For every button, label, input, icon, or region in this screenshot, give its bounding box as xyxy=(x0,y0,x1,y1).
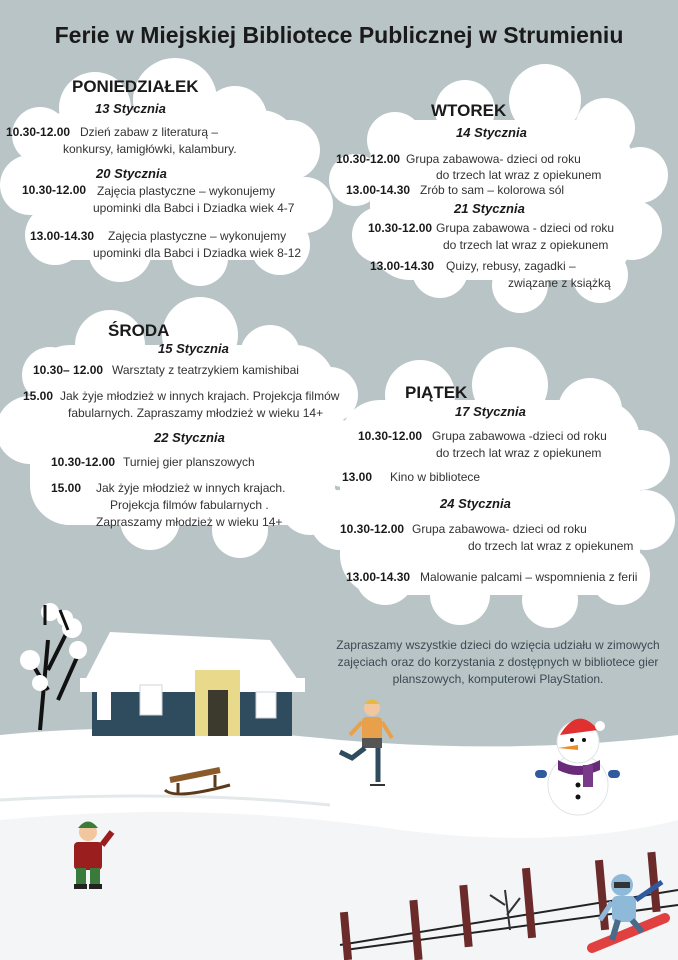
event-desc: Zapraszamy młodzież w wieku 14+ xyxy=(96,515,283,529)
event-time: 13.00-14.30 xyxy=(30,229,95,243)
event-time: 10.30-12.00 xyxy=(336,152,401,166)
invitation-line: planszowych, komputerowi PlayStation. xyxy=(392,672,604,686)
day-name: ŚRODA xyxy=(108,321,170,340)
event-time: 13.00 xyxy=(342,470,373,484)
event-desc: Malowanie palcami – wspomnienia z ferii xyxy=(420,570,638,584)
event-time: 10.30-12.00 xyxy=(368,221,433,235)
event-desc: upominki dla Babci i Dziadka wiek 4-7 xyxy=(93,201,295,215)
invitation-line: zajęciach oraz do korzystania z dostępnych w bibliotece gier xyxy=(337,655,659,669)
event-desc: do trzech lat wraz z opiekunem xyxy=(468,539,634,553)
date-label: 14 Stycznia xyxy=(456,125,527,140)
event-desc: Warsztaty z teatrzykiem kamishibai xyxy=(112,363,299,377)
event-time: 13.00-14.30 xyxy=(346,183,411,197)
event-item xyxy=(6,124,70,141)
date-label: 20 Stycznia xyxy=(96,166,167,181)
event-desc: fabularnych. Zapraszamy młodzież w wieku 14+ xyxy=(68,406,324,420)
event-time: 10.30-12.00 xyxy=(340,522,405,536)
event-desc: konkursy, łamigłówki, kalambury. xyxy=(63,142,237,156)
day-name: WTOREK xyxy=(431,101,507,120)
event-desc: Projekcja filmów fabularnych . xyxy=(110,498,269,512)
event-desc: Grupa zabawowa- dzieci od roku xyxy=(412,522,587,536)
event-desc: Jak żyje młodzież w innych krajach. Projekcja filmów xyxy=(60,389,340,403)
event-desc: Zajęcia plastyczne – wykonujemy xyxy=(97,184,276,198)
event-desc: Grupa zabawowa- dzieci od roku xyxy=(406,152,581,166)
event-time: 15.00 xyxy=(23,389,54,403)
event-time: 10.30– 12.00 xyxy=(33,363,104,377)
event-desc: Quizy, rebusy, zagadki – xyxy=(446,259,576,273)
event-time: 13.00-14.30 xyxy=(370,259,435,273)
date-label: 24 Stycznia xyxy=(440,496,511,511)
event-desc: Turniej gier planszowych xyxy=(123,455,255,469)
date-label: 17 Stycznia xyxy=(455,404,526,419)
event-desc: Zrób to sam – kolorowa sól xyxy=(420,183,565,197)
event-desc: Jak żyje młodzież w innych krajach. xyxy=(96,481,286,495)
event-desc: Grupa zabawowa - dzieci od roku xyxy=(436,221,615,235)
event-desc: do trzech lat wraz z opiekunem xyxy=(443,238,609,252)
event-desc: upominki dla Babci i Dziadka wiek 8-12 xyxy=(93,246,302,260)
date-label: 15 Stycznia xyxy=(158,341,229,356)
invitation-line: Zapraszamy wszystkie dzieci do wzięcia udziału w zimowych xyxy=(336,638,660,652)
event-time: 13.00-14.30 xyxy=(346,570,411,584)
event-desc: Kino w bibliotece xyxy=(390,470,481,484)
snowy-tree-icon xyxy=(20,603,87,730)
invitation-text xyxy=(330,637,666,688)
day-name: PIĄTEK xyxy=(405,383,468,402)
date-label: 21 Stycznia xyxy=(454,201,525,216)
event-time: 10.30-12.00 xyxy=(6,125,71,139)
event-desc: Dzień zabaw z literaturą – xyxy=(80,125,219,139)
event-desc: Grupa zabawowa -dzieci od roku xyxy=(432,429,607,443)
date-label: 22 Stycznia xyxy=(154,430,225,445)
house-icon xyxy=(80,632,305,736)
day-name: PONIEDZIAŁEK xyxy=(72,77,199,96)
event-time: 15.00 xyxy=(51,481,82,495)
date-label: 13 Stycznia xyxy=(95,101,166,116)
event-desc: związane z książką xyxy=(508,276,611,290)
event-desc: do trzech lat wraz z opiekunem xyxy=(436,168,602,182)
event-desc: Zajęcia plastyczne – wykonujemy xyxy=(108,229,287,243)
poster-title: Ferie w Miejskiej Bibliotece Publicznej w Strumieniu xyxy=(54,22,624,48)
event-time: 10.30-12.00 xyxy=(358,429,423,443)
event-time: 10.30-12.00 xyxy=(22,183,87,197)
event-desc: do trzech lat wraz z opiekunem xyxy=(436,446,602,460)
event-time: 10.30-12.00 xyxy=(51,455,116,469)
